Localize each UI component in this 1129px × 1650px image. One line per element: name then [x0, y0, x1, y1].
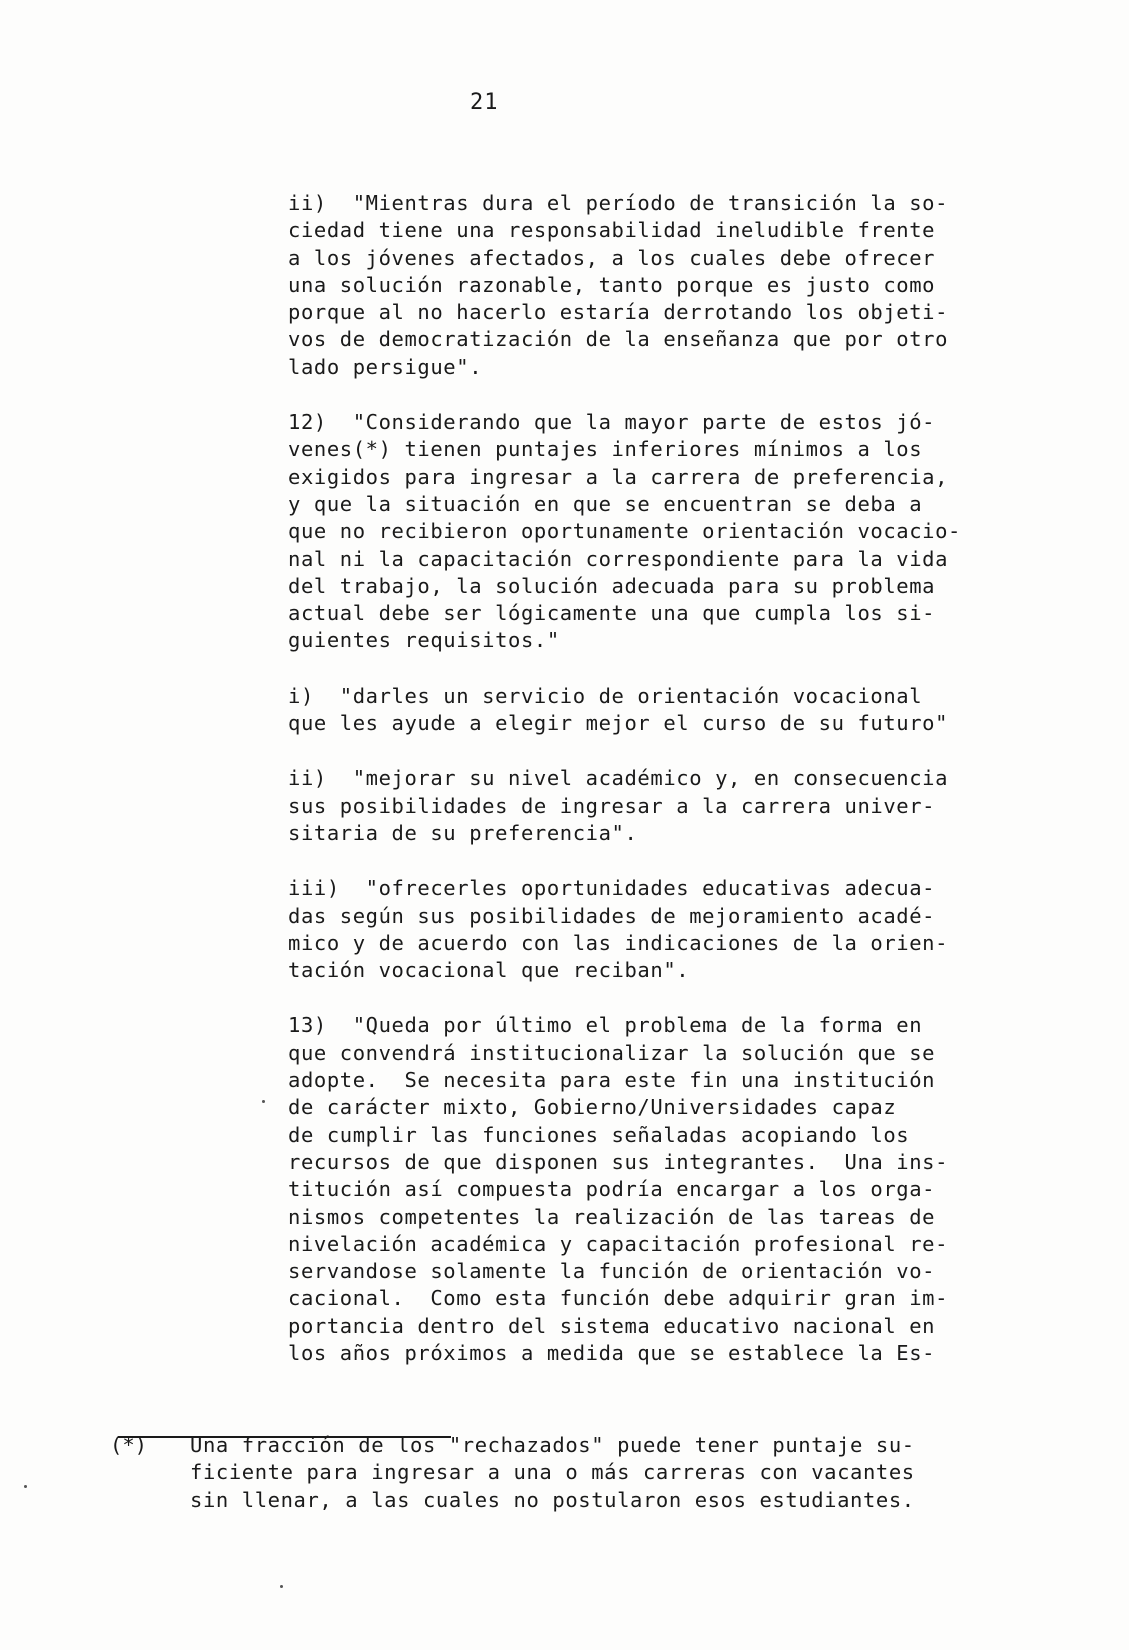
text-line: das según sus posibilidades de mejoramiento acadé- — [288, 903, 936, 928]
text-line: recursos de que disponen sus integrantes. Una ins- — [288, 1149, 949, 1174]
text-line: portancia dentro del sistema educativo nacional en — [288, 1313, 936, 1338]
text-line: a los jóvenes afectados, a los cuales debe ofrecer — [288, 245, 936, 270]
text-line: que les ayude a elegir mejor el curso de su futuro" — [288, 711, 949, 736]
text-line: actual debe ser lógicamente una que cumpla los si- — [288, 601, 936, 626]
text-line: lado persigue". — [288, 354, 483, 379]
text-line: ii) "Mientras dura el período de transición la so- — [288, 191, 949, 215]
scan-speck — [280, 1585, 283, 1588]
text-line: que convendrá institucionalizar la solución que se — [288, 1040, 936, 1065]
text-line: los años próximos a medida que se establece la Es- — [288, 1340, 936, 1365]
text-line: 13) "Queda por último el problema de la forma en — [288, 1013, 923, 1038]
text-line: tación vocacional que reciban". — [288, 958, 690, 983]
footnote-marker: (*) — [110, 1433, 148, 1457]
text-line: y que la situación en que se encuentran se deba a — [288, 491, 923, 516]
text-line: vos de democratización de la enseñanza que por otro — [288, 327, 949, 352]
paragraph-ii-transition — [288, 190, 1058, 381]
text-line: exigidos para ingresar a la carrera de preferencia, — [288, 464, 949, 489]
text-line: nivelación académica y capacitación profesional re- — [288, 1231, 949, 1256]
footnote-body — [190, 1432, 915, 1514]
text-line: venes(*) tienen puntajes inferiores mínimos a los — [288, 437, 923, 462]
text-line: nal ni la capacitación correspondiente para la vida — [288, 546, 949, 571]
text-line: una solución razonable, tanto porque es justo como — [288, 272, 936, 297]
text-line: ii) "mejorar su nivel académico y, en consecuencia — [288, 766, 949, 791]
text-line: de cumplir las funciones señaladas acopiando los — [288, 1122, 910, 1147]
text-line: 12) "Considerando que la mayor parte de estos jó- — [288, 410, 936, 435]
text-line: guientes requisitos." — [288, 628, 560, 653]
text-line: servandose solamente la función de orientación vo- — [288, 1259, 936, 1284]
text-line: ciedad tiene una responsabilidad ineludible frente — [288, 218, 936, 243]
text-line: adopte. Se necesita para este fin una institución — [288, 1068, 936, 1093]
paragraph-i-orientation — [288, 683, 1058, 738]
footnote-line: sin llenar, a las cuales no postularon esos estudiantes. — [190, 1487, 915, 1512]
scan-speck — [24, 1485, 27, 1488]
text-line: sitaria de su preferencia". — [288, 820, 638, 845]
page-number: 21 — [470, 90, 499, 115]
text-line: de carácter mixto, Gobierno/Universidades capaz — [288, 1095, 897, 1120]
text-line: porque al no hacerlo estaría derrotando los objeti- — [288, 300, 949, 325]
scan-speck — [262, 1100, 265, 1103]
footnote-line: ficiente para ingresar a una o más carreras con vacantes — [190, 1460, 915, 1485]
paragraph-iii-opportunities — [288, 875, 1058, 984]
footnote-line: Una fracción de los "rechazados" puede tener puntaje su- — [190, 1433, 915, 1457]
text-line: del trabajo, la solución adecuada para su problema — [288, 573, 936, 598]
paragraph-12 — [288, 409, 1058, 655]
text-line: nismos competentes la realización de las tareas de — [288, 1204, 936, 1229]
text-line: mico y de acuerdo con las indicaciones de la orien- — [288, 930, 949, 955]
body-text — [288, 190, 1058, 1395]
text-line: titución así compuesta podría encargar a los orga- — [288, 1177, 936, 1202]
paragraph-ii-academic — [288, 765, 1058, 847]
text-line: i) "darles un servicio de orientación vocacional — [288, 683, 923, 708]
text-line: iii) "ofrecerles oportunidades educativas adecua- — [288, 876, 936, 901]
paragraph-13 — [288, 1012, 1058, 1367]
text-line: cacional. Como esta función debe adquirir gran im- — [288, 1286, 949, 1311]
text-line: que no recibieron oportunamente orientación vocacio- — [288, 519, 961, 544]
text-line: sus posibilidades de ingresar a la carrera univer- — [288, 793, 936, 818]
